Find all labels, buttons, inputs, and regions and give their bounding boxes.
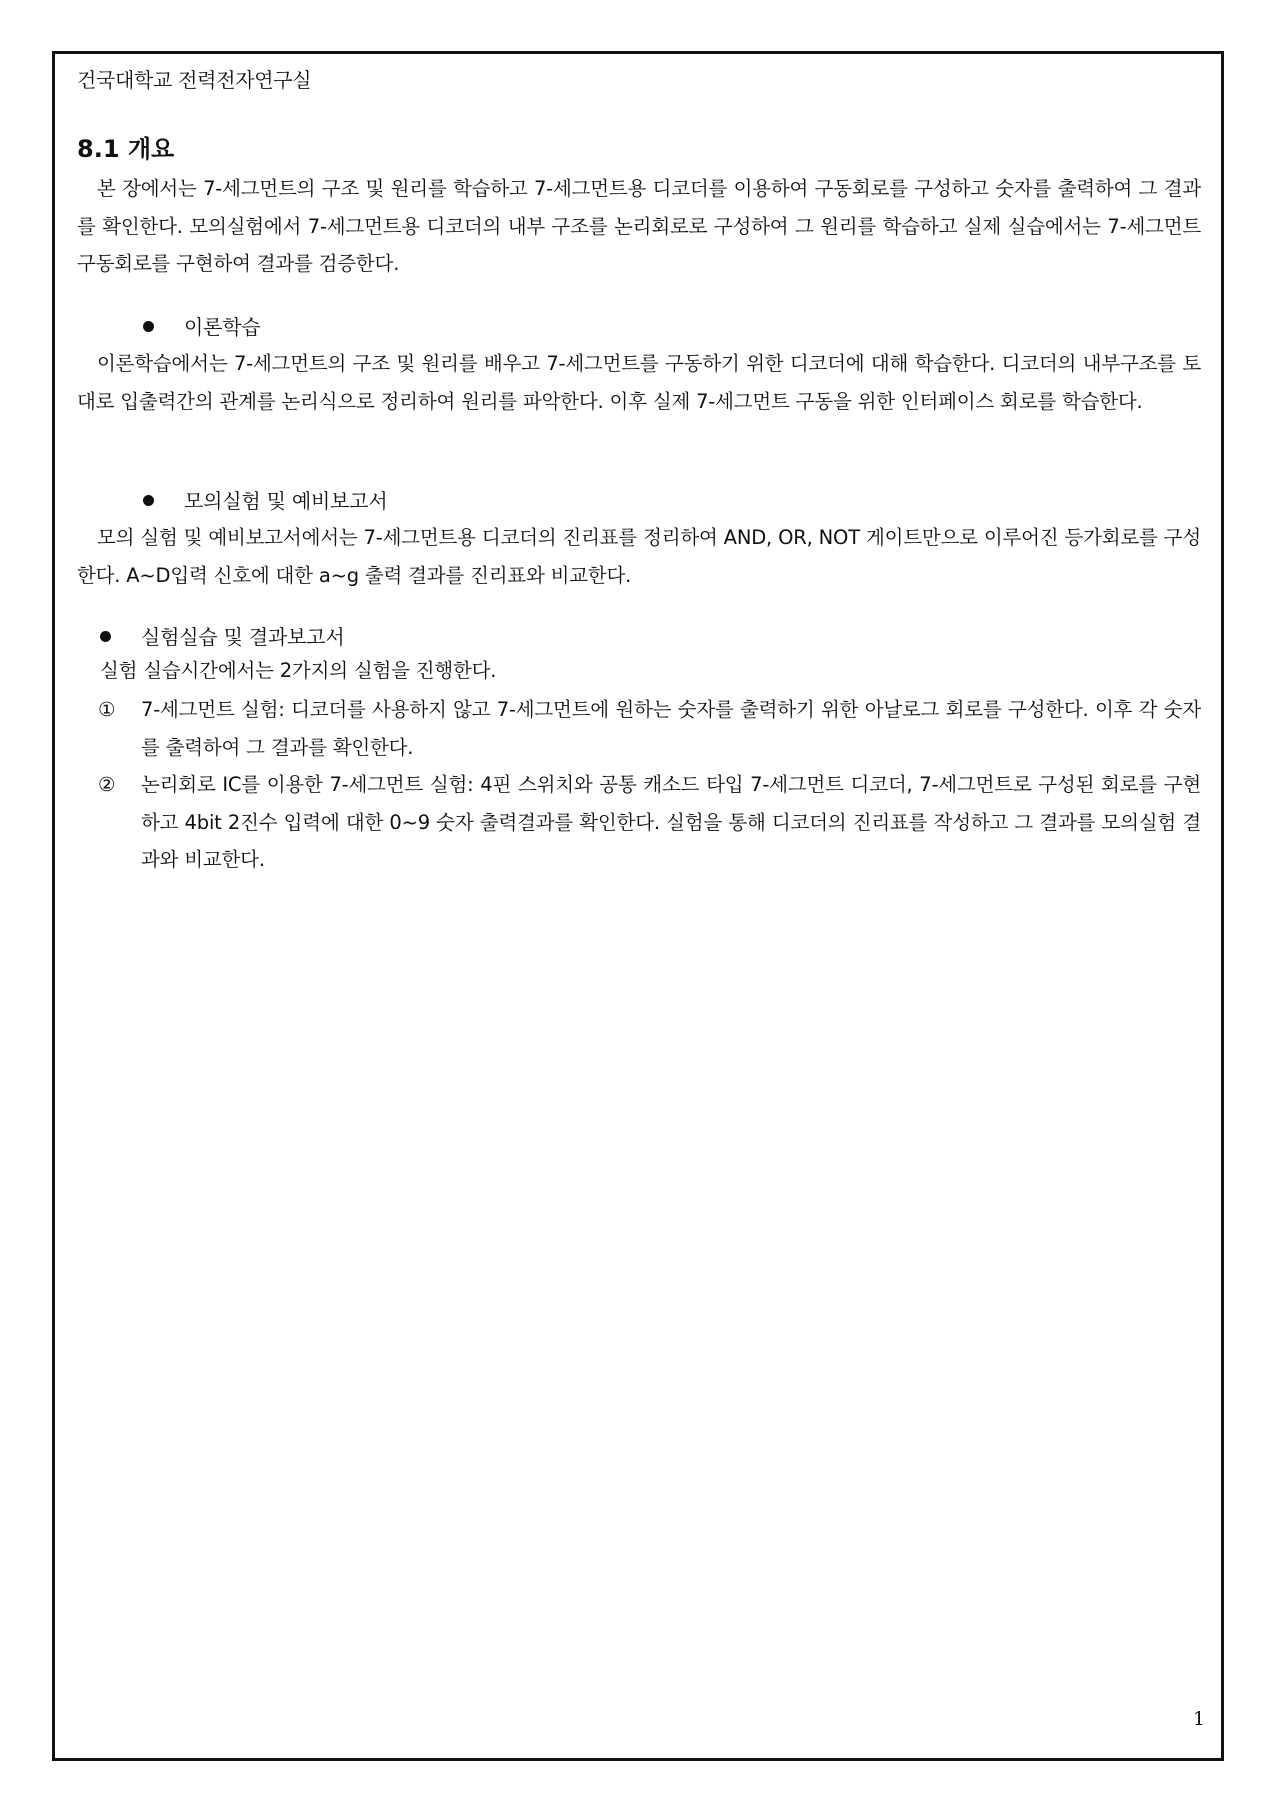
item-marker: ① (98, 698, 116, 721)
experiment-heading: 실험실습 및 결과보고서 (141, 625, 345, 649)
item-text: 7-세그먼트 실험: 디코더를 사용하지 않고 7-세그먼트에 원하는 숫자를 출력하기 위한 아날로그 회로를 구성한다. 이후 각 숫자를 출력하여 그 결과를 확인한다. (141, 698, 1201, 759)
item-text: 논리회로 IC를 이용한 7-세그먼트 실험: 4핀 스위치와 공통 캐소드 타입 7-세그먼트 디코더, 7-세그먼트로 구성된 회로를 구현하고 4bit 2진수 입력에 대한 0~9 숫자 출력결과를 확인한다. 실험을 통해 디코더의 진리표를 작성하고 그 결과를 모의실험 결과와 비교한다. (141, 773, 1201, 871)
bullet-icon (143, 321, 154, 332)
page-border (52, 51, 1224, 1761)
experiment-item (98, 766, 1201, 879)
item-marker: ② (98, 773, 116, 796)
theory-paragraph: 이론학습에서는 7-세그먼트의 구조 및 원리를 배우고 7-세그먼트를 구동하기 위한 디코더에 대해 학습한다. 디코더의 내부구조를 토대로 입출력간의 관계를 논리식으로 정리하여 원리를 파악한다. 이후 실제 7-세그먼트 구동을 위한 인터페이스 회로를 학습한다. (77, 352, 1201, 413)
overview-paragraph: 본 장에서는 7-세그먼트의 구조 및 원리를 학습하고 7-세그먼트용 디코더를 이용하여 구동회로를 구성하고 숫자를 출력하여 그 결과를 확인한다. 모의실험에서 7-세그먼트용 디코더의 내부 구조를 논리회로로 구성하여 그 원리를 학습하고 실제 실습에서는 7-세그먼트 구동회로를 구현하여 결과를 검증한다. (77, 177, 1201, 275)
experiment-bullet (100, 622, 345, 652)
simulation-bullet (143, 486, 388, 516)
lab-header: 건국대학교 전력전자연구실 (77, 68, 312, 92)
section-title: 8.1 개요 (77, 135, 175, 163)
bullet-icon (100, 631, 111, 642)
experiment-intro: 실험 실습시간에서는 2가지의 실험을 진행한다. (100, 659, 497, 682)
theory-heading: 이론학습 (184, 315, 261, 339)
bullet-icon (143, 495, 154, 506)
simulation-paragraph: 모의 실험 및 예비보고서에서는 7-세그먼트용 디코더의 진리표를 정리하여 AND, OR, NOT 게이트만으로 이루어진 등가회로를 구성한다. A~D입력 신호에 대한 a~g 출력 결과를 진리표와 비교한다. (77, 526, 1201, 587)
page-number: 1 (1193, 1708, 1206, 1730)
simulation-heading: 모의실험 및 예비보고서 (184, 489, 388, 513)
theory-bullet (143, 312, 260, 342)
experiment-item (98, 691, 1201, 766)
